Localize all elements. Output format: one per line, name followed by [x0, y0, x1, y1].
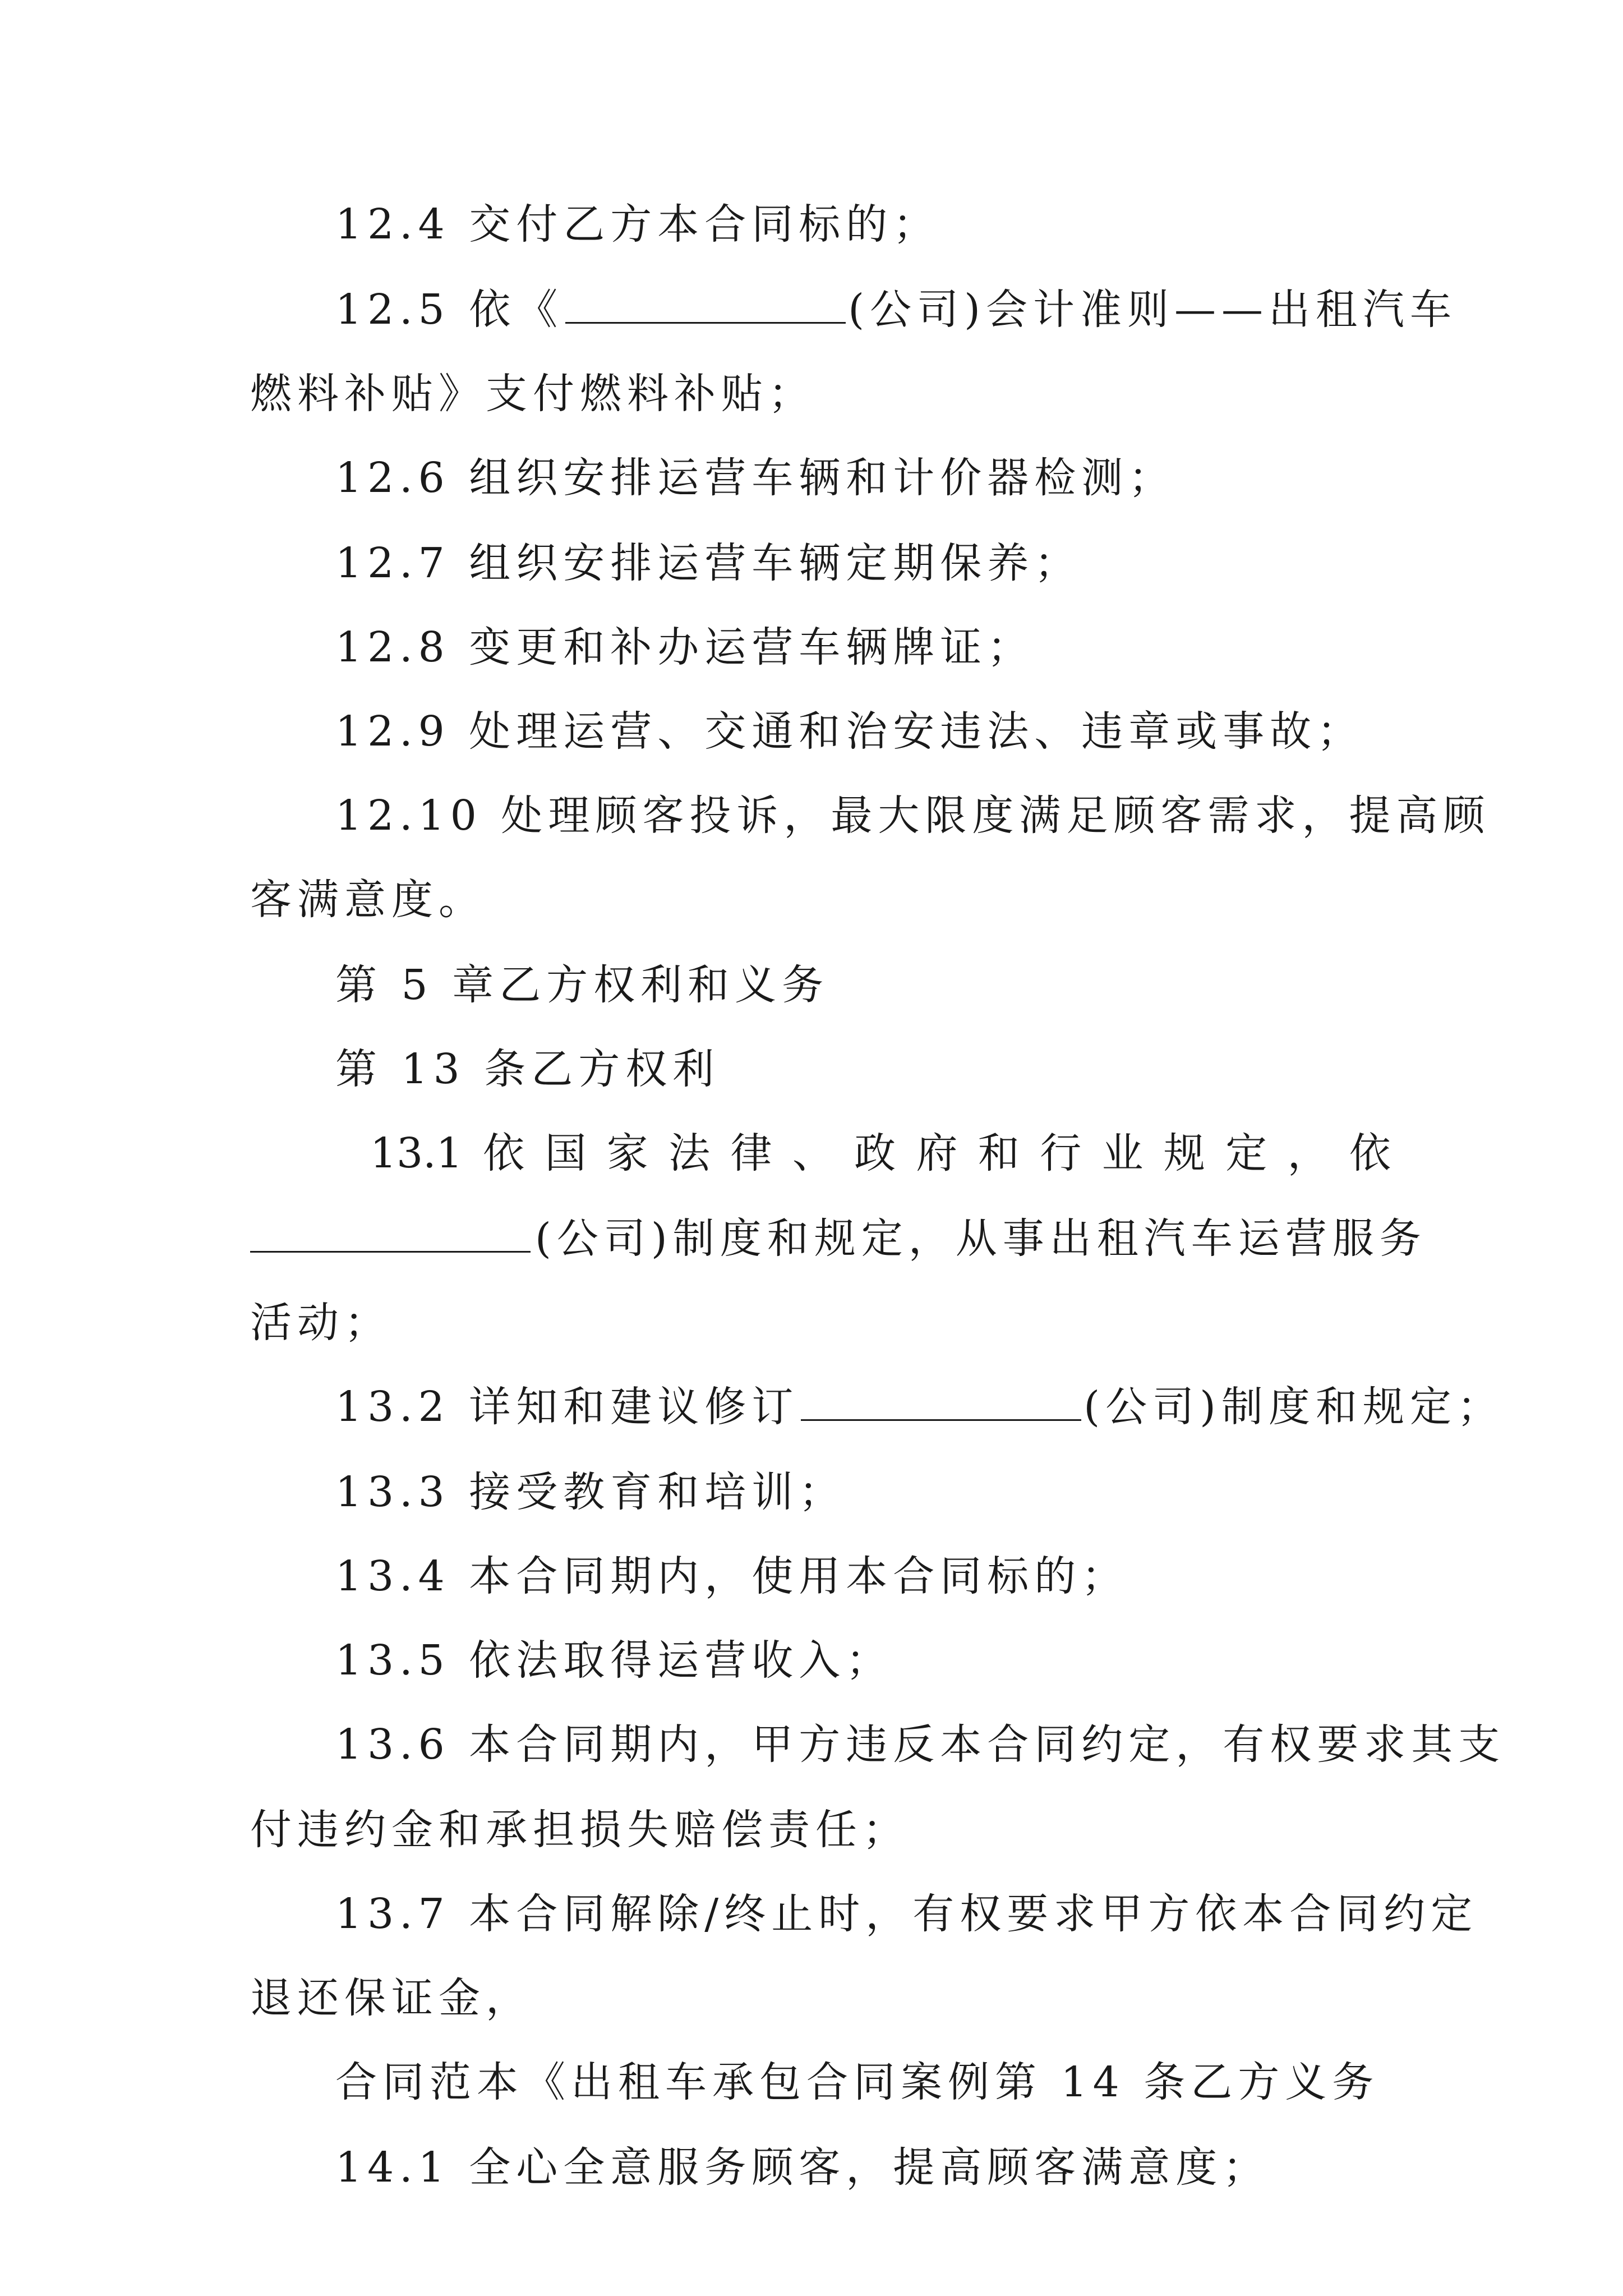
clause-13-1-part: 行	[1040, 1129, 1082, 1177]
clause-13-1-part: 律	[730, 1129, 772, 1177]
clause-13-1-part: 府	[916, 1129, 958, 1177]
fill-in-blank	[250, 1215, 531, 1253]
clause-13-1-part: 、	[792, 1129, 834, 1177]
clause-13-1	[250, 1125, 1391, 1181]
clause-12-8: 12.8 变更和补办运营车辆牌证；	[335, 623, 1035, 671]
clause-13-1-end: 活动；	[250, 1299, 391, 1347]
clause-13-1-part: 依	[483, 1129, 525, 1177]
article-14-heading: 合同范本《出租车承包合同案例第 14 条乙方义务	[335, 2058, 1380, 2106]
clause-12-10: 12.10 处理顾客投诉，最大限度满足顾客需求，提高顾	[335, 792, 1491, 840]
clause-12-5	[250, 282, 1458, 338]
clause-13-6: 13.6 本合同期内，甲方违反本合同约定，有权要求其支	[335, 1720, 1506, 1769]
clause-13-1-part: 业	[1101, 1129, 1144, 1177]
clause-13-2-tail: (公司)制度和规定；	[1083, 1383, 1505, 1431]
clause-14-1: 14.1 全心全意服务顾客，提高顾客满意度；	[335, 2143, 1270, 2192]
clause-12-4: 12.4 交付乙方本合同标的；	[335, 200, 940, 249]
clause-13-1-continued	[250, 1211, 1427, 1267]
clause-13-1-part: 和	[978, 1129, 1020, 1177]
fill-in-blank	[565, 286, 846, 324]
clause-12-10-continued: 客满意度。	[250, 876, 486, 924]
clause-12-6: 12.6 组织安排运营车辆和计价器检测；	[335, 454, 1176, 502]
clause-12-5-continued: 燃料补贴》支付燃料补贴；	[250, 370, 815, 418]
clause-12-5-tail: (公司)会计准则——出租汽车	[848, 286, 1458, 334]
clause-13-2	[250, 1379, 1505, 1435]
clause-13-1-part: 依	[1349, 1129, 1391, 1177]
clause-13-6-continued: 付违约金和承担损失赔偿责任；	[250, 1806, 910, 1854]
clause-13-1-part: 家	[606, 1129, 648, 1177]
clause-12-5-lead: 12.5 依《	[335, 286, 564, 334]
clause-12-7: 12.7 组织安排运营车辆定期保养；	[335, 539, 1082, 587]
clause-13-5: 13.5 依法取得运营收入；	[335, 1636, 893, 1685]
clause-13-1-part: 政	[854, 1129, 896, 1177]
clause-13-1-tail: (公司)制度和规定，从事出租汽车运营服务	[535, 1214, 1427, 1263]
clause-13-7-continued: 退还保证金，	[250, 1974, 533, 2022]
clause-13-1-part: 规	[1163, 1129, 1205, 1177]
clause-13-1-part: 13.1	[370, 1129, 463, 1177]
clause-13-1-part: 法	[668, 1129, 711, 1177]
article-13-heading: 第 13 条乙方权利	[335, 1045, 720, 1093]
fill-in-blank	[801, 1383, 1081, 1421]
clause-13-2-lead: 13.2 详知和建议修订	[335, 1383, 799, 1431]
clause-13-1-part: 国	[545, 1129, 587, 1177]
clause-13-4: 13.4 本合同期内，使用本合同标的；	[335, 1552, 1129, 1600]
clause-13-7: 13.7 本合同解除/终止时，有权要求甲方依本合同约定	[335, 1890, 1478, 1938]
chapter-5-heading: 第 5 章乙方权利和义务	[335, 961, 829, 1009]
clause-13-1-part: 定	[1225, 1129, 1267, 1177]
clause-13-3: 13.3 接受教育和培训；	[335, 1468, 846, 1516]
clause-13-1-part: ，	[1287, 1129, 1329, 1177]
clause-12-9: 12.9 处理运营、交通和治安违法、违章或事故；	[335, 707, 1364, 756]
